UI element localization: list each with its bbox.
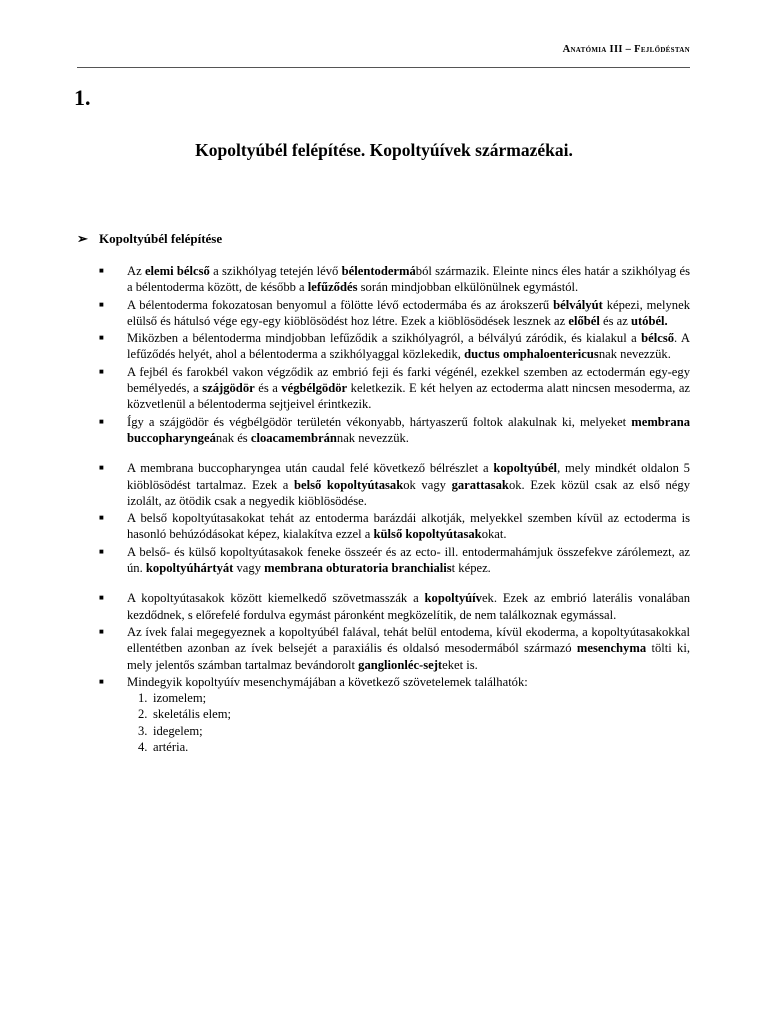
text-run: nak nevezzük. — [598, 347, 671, 362]
list-item — [98, 510, 690, 543]
square-bullet-icon: ■ — [99, 513, 104, 523]
text-run: a szikhólyag tetején lévő — [209, 264, 342, 278]
square-bullet-icon: ■ — [99, 546, 104, 556]
header-rule — [77, 67, 690, 68]
sublist-item — [127, 706, 690, 722]
sublist-number: 1. — [138, 691, 148, 706]
section-heading-text: Kopoltyúbél felépítése — [99, 231, 223, 246]
text-run: nak és — [215, 430, 251, 445]
sublist-item — [127, 723, 690, 739]
bold-term: külső kopoltyútasak — [373, 527, 482, 542]
text-run: A membrana buccopharyngea után caudal felé következő bélrészlet a — [127, 461, 494, 476]
list-item — [98, 460, 690, 509]
text-run: ok. Ezek közül csak az első négy izolált, az ötödik csak a negyedik kiöblösödése. — [127, 477, 690, 508]
bold-term: membrana buccopharyngeá — [127, 414, 690, 445]
list-item — [98, 674, 690, 755]
bullet-list — [98, 263, 690, 756]
text-run: , mely mindkét oldalon 5 kiöblösödést tartalmaz. Ezek a — [127, 461, 690, 492]
text-run: Az — [127, 264, 145, 278]
list-item — [98, 297, 690, 330]
text-run: A bélentoderma fokozatosan benyomul a fölötte lévő ectodermába és az árokszerű — [127, 297, 554, 312]
square-bullet-icon: ■ — [99, 333, 104, 343]
sublist-text: artéria. — [153, 740, 189, 755]
text-run: vagy — [233, 561, 265, 576]
square-bullet-icon: ■ — [99, 266, 104, 275]
text-run: képezi, melynek elülső és hátulsó vége egy-egy kiöblösödést hoz létre. Ezek a kiöblösödések lesznek az — [127, 297, 690, 328]
list-item — [98, 364, 690, 413]
bold-term: belső kopoltyútasak — [293, 477, 404, 492]
bold-term: utóbél. — [630, 313, 668, 328]
bold-term: bélcső — [641, 331, 675, 346]
list-item — [98, 330, 690, 363]
running-header: Anatómia III – Fejlődéstan — [562, 44, 690, 55]
text-run: és az — [599, 313, 631, 328]
text-run: A belső kopoltyútasakokat tehát az entoderma barázdái alkotják, melyekkel szemben kívül az ectoderma is hasonló behúzódásokat képez, kialakítva ezzel a — [127, 511, 690, 542]
sublist-number: 3. — [138, 723, 148, 738]
arrow-bullet-icon: ➢ — [77, 231, 88, 246]
bold-term: lefűződés — [307, 280, 358, 295]
text-run: nak nevezzük. — [336, 430, 409, 445]
bold-term: végbélgödör — [281, 381, 348, 396]
text-run: eket is. — [442, 657, 478, 672]
list-item — [98, 263, 690, 296]
numbered-sublist — [127, 690, 690, 755]
text-run: Az ívek falai megegyeznek a kopoltyúbél falával, tehát belül entodema, kívül ekoderma, a kopoltyútasakokkal ellentétben azonban az ívek belsejét a paraxiális és oldalsó mesodermából származó — [127, 624, 690, 656]
list-item — [98, 624, 690, 673]
list-item — [98, 590, 690, 623]
bold-term: kopoltyúív — [424, 591, 482, 606]
text-run: A belső- és külső kopoltyútasakok feneke összeér és az ecto- ill. entodermahámjuk összefekve zárólemezt, az ún. — [127, 544, 690, 576]
bold-term: cloacamembrán — [250, 430, 337, 445]
text-run: ból származik. Eleinte nincs éles határ a szikhólyag és a bélentoderma között, de később a — [127, 264, 690, 295]
text-run: és a — [254, 381, 282, 396]
list-item — [98, 414, 690, 447]
bold-term: garattasak — [451, 477, 509, 492]
text-run: okat. — [481, 527, 507, 542]
text-run: ek. Ezek az embrió laterális vonalában kezdődnek, s előrefelé fordulva egymást páronként megközelítik, de nem találkoznak egymással. — [127, 591, 690, 622]
square-bullet-icon: ■ — [99, 299, 104, 309]
text-run: tölti ki, mely jelentős számban tartalmaz bevándorolt — [127, 641, 690, 672]
text-run: ok vagy — [403, 477, 452, 492]
bold-term: ductus omphaloentericus — [464, 347, 599, 362]
text-run: keletkezik. E két helyen az ectoderma alatt nincsen mesoderma, az közvetlenül a bélentoderma sejtjeivel érintkezik. — [127, 381, 691, 412]
list-item — [98, 544, 690, 577]
text-run: Mindegyik kopoltyúív mesenchymájában a következő szövetelemek találhatók: — [127, 674, 528, 689]
bold-term: membrana obturatoria branchialis — [264, 561, 452, 576]
text-run: Miközben a bélentoderma mindjobban lefűződik a szikhólyagról, a bélvályú záródik, és kialakul a — [127, 331, 642, 346]
bold-term: szájgödör — [202, 381, 255, 396]
text-run: A fejbél és farokbél vakon végződik az embrió feji és farki végénél, ezekkel szemben az ectodermán egy-egy bemélyedés, a — [127, 364, 690, 396]
sublist-number: 2. — [138, 707, 148, 722]
square-bullet-icon: ■ — [99, 676, 104, 686]
chapter-number: 1. — [74, 85, 91, 110]
bold-term: előbél — [568, 313, 600, 328]
sublist-item — [127, 739, 690, 755]
sublist-text: idegelem; — [153, 723, 203, 738]
text-run: t képez. — [451, 561, 491, 576]
square-bullet-icon: ■ — [99, 366, 104, 376]
bold-term: bélvályút — [553, 297, 603, 312]
bold-term: elemi bélcső — [144, 264, 210, 278]
text-run: Így a szájgödör és végbélgödör területén vékonyabb, hártyaszerű foltok alakulnak ki, melyeket — [127, 414, 632, 429]
square-bullet-icon: ■ — [99, 626, 104, 636]
sublist-text: skeletális elem; — [153, 707, 231, 722]
sublist-number: 4. — [138, 740, 148, 755]
bold-term: ganglionléc-sejt — [358, 657, 443, 672]
bold-term: kopoltyúhártyát — [145, 561, 234, 576]
text-run: . A lefűződés helyét, ahol a bélentoderma a szikhólyaggal közlekedik, — [127, 331, 690, 362]
text-run: A kopoltyútasakok között kiemelkedő szövetmasszák a — [127, 591, 425, 606]
sublist-text: izomelem; — [153, 691, 207, 706]
square-bullet-icon: ■ — [99, 593, 104, 603]
square-bullet-icon: ■ — [99, 416, 104, 426]
page-title: Kopoltyúbél felépítése. Kopoltyúívek származékai. — [195, 140, 573, 160]
sublist-item — [127, 690, 690, 706]
square-bullet-icon: ■ — [99, 463, 104, 473]
bold-term: kopoltyúbél — [493, 461, 558, 476]
bold-term: mesenchyma — [576, 641, 647, 656]
section-heading — [77, 231, 222, 247]
bold-term: bélentodermá — [341, 264, 416, 278]
text-run: során mindjobban elkülönülnek egymástól. — [357, 280, 579, 295]
